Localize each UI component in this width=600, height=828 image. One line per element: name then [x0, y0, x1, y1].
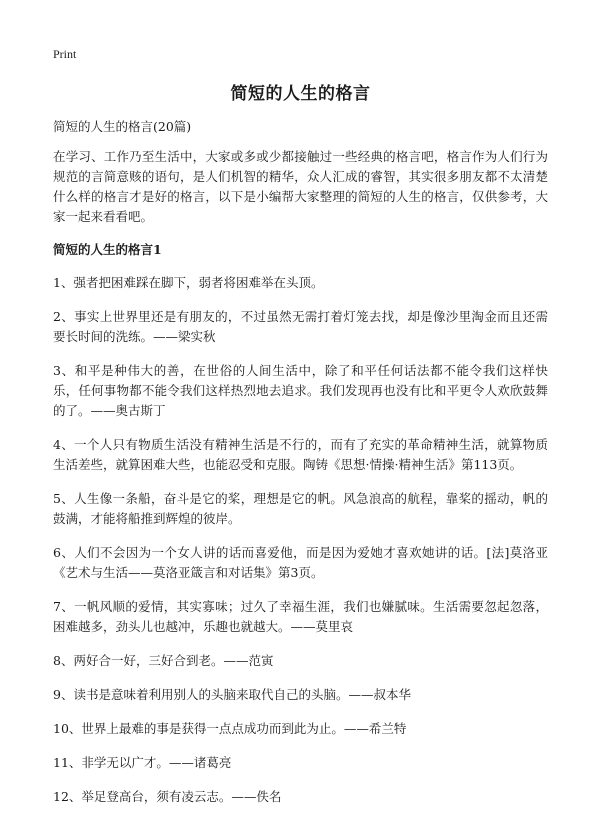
quote-item: 4、一个人只有物质生活没有精神生活是不行的，而有了充实的革命精神生活，就算物质生活差些，就算困难大些，也能忍受和克服。陶铸《思想·情操·精神生活》第113页。: [53, 437, 548, 472]
quote-item: 6、人们不会因为一个女人讲的话而喜爱他，而是因为爱她才喜欢她讲的话。[法]莫洛亚《艺术与生活——莫洛亚箴言和对话集》第3页。: [53, 545, 548, 580]
page-title: 简短的人生的格言: [230, 84, 371, 104]
quote-item: 5、人生像一条船，奋斗是它的桨，理想是它的帆。风急浪高的航程，靠桨的摇动，帆的鼓满，才能将船推到辉煌的彼岸。: [53, 491, 548, 526]
quote-item: 8、两好合一好，三好合到老。——范寅: [53, 653, 274, 668]
intro-paragraph: 在学习、工作乃至生活中，大家或多或少都接触过一些经典的格言吧，格言作为人们行为规范的言简意赅的语句，是人们机智的精华，众人汇成的睿智，其实很多朋友都不太清楚什么样的格言才是好的格言，以下是小编帮大家整理的简短的人生的格言，仅供参考，大家一起来看看吧。: [53, 149, 548, 224]
quote-item: 3、和平是种伟大的善，在世俗的人间生活中，除了和平任何话法都不能令我们这样快乐，任何事物都不能令我们这样热烈地去追求。我们发现再也没有比和平更令人欢欣鼓舞的了。——奥古斯丁: [53, 363, 548, 418]
quote-item: 7、一帆风顺的爱情，其实寡味；过久了幸福生涯，我们也嫌腻味。生活需要忽起忽落，困难越多，劲头儿也越冲，乐趣也就越大。——莫里哀: [53, 599, 548, 634]
section-heading: 简短的人生的格言1: [53, 242, 162, 257]
document-subtitle: 简短的人生的格言(20篇): [53, 119, 192, 134]
print-link[interactable]: Print: [53, 47, 77, 61]
quote-item: 11、非学无以广才。——诸葛亮: [53, 755, 232, 770]
quote-item: 10、世界上最难的事是获得一点点成功而到此为止。——希兰特: [53, 721, 407, 736]
quote-item: 1、强者把困难踩在脚下，弱者将困难举在头顶。: [53, 275, 324, 290]
quote-item: 9、读书是意味着利用别人的头脑来取代自己的头脑。——叔本华: [53, 687, 411, 702]
quote-item: 12、举足登高台，须有凌云志。——佚名: [53, 789, 282, 804]
quote-list: [53, 273, 548, 807]
quote-item: 2、事实上世界里还是有朋友的，不过虽然无需打着灯笼去找，却是像沙里淘金而且还需要长时间的洗练。——梁实秋: [53, 309, 548, 344]
